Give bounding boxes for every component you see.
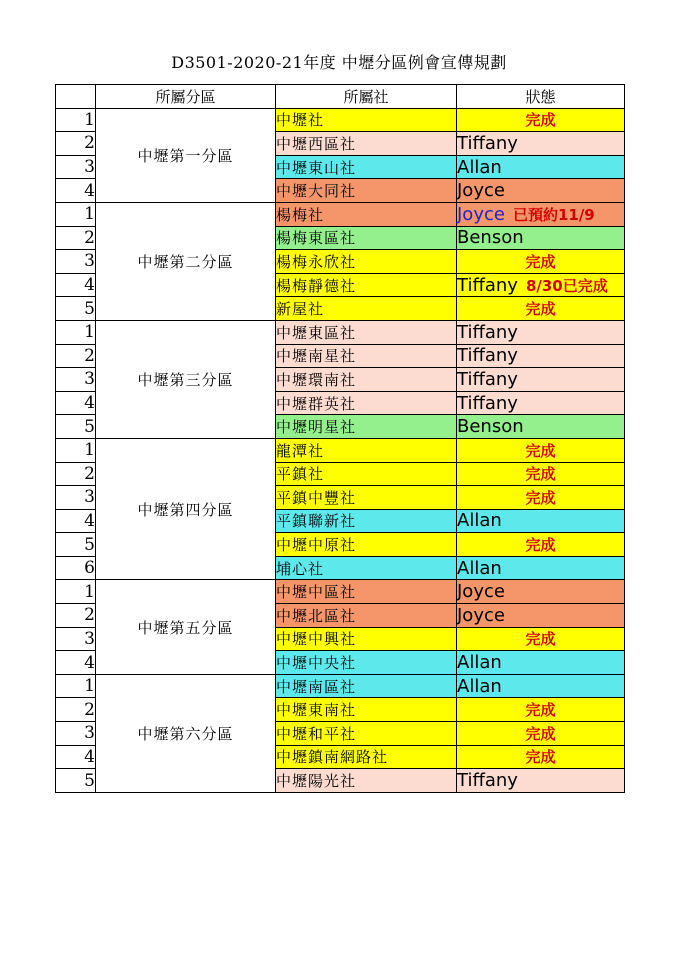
status-assignee: Tiffany <box>457 132 518 154</box>
club-name: 中壢西區社 <box>276 132 457 156</box>
row-number: 1 <box>56 320 96 344</box>
status-assignee: Joyce <box>457 180 505 202</box>
club-name: 中壢環南社 <box>276 368 457 392</box>
row-number: 3 <box>56 627 96 651</box>
table-row <box>56 580 625 604</box>
row-number: 3 <box>56 486 96 510</box>
table-header-row <box>56 85 625 109</box>
club-name: 中壢南星社 <box>276 344 457 368</box>
club-name: 中壢東區社 <box>276 320 457 344</box>
club-name: 平鎮社 <box>276 462 457 486</box>
row-number: 5 <box>56 297 96 321</box>
status-cell <box>457 651 625 675</box>
table-row <box>56 320 625 344</box>
row-number: 5 <box>56 769 96 793</box>
club-name: 楊梅靜德社 <box>276 273 457 297</box>
club-name: 楊梅東區社 <box>276 226 457 250</box>
club-name: 中壢北區社 <box>276 604 457 628</box>
header-club: 所屬社 <box>276 85 457 109</box>
club-name: 楊梅社 <box>276 202 457 226</box>
club-name: 中壢鎮南網路社 <box>276 745 457 769</box>
status-assignee: Tiffany <box>457 368 518 390</box>
row-number: 2 <box>56 132 96 156</box>
status-complete: 完成 <box>457 533 625 557</box>
table-row <box>56 438 625 462</box>
row-number: 3 <box>56 250 96 274</box>
status-cell <box>457 509 625 533</box>
status-assignee: Allan <box>457 156 502 178</box>
club-name: 中壢南區社 <box>276 674 457 698</box>
status-cell <box>457 391 625 415</box>
row-number: 3 <box>56 722 96 746</box>
status-assignee: Tiffany <box>457 770 518 792</box>
club-name: 中壢中區社 <box>276 580 457 604</box>
club-name: 中壢中央社 <box>276 651 457 675</box>
status-cell <box>457 344 625 368</box>
status-cell <box>457 674 625 698</box>
status-cell <box>457 415 625 439</box>
status-complete: 完成 <box>457 627 625 651</box>
club-name: 中壢和平社 <box>276 722 457 746</box>
club-name: 中壢明星社 <box>276 415 457 439</box>
status-complete: 完成 <box>457 722 625 746</box>
row-number: 4 <box>56 745 96 769</box>
status-cell <box>457 769 625 793</box>
row-number: 1 <box>56 202 96 226</box>
status-complete: 完成 <box>457 250 625 274</box>
status-cell <box>457 556 625 580</box>
status-cell <box>457 273 625 297</box>
row-number: 5 <box>56 533 96 557</box>
status-cell <box>457 155 625 179</box>
row-number: 2 <box>56 344 96 368</box>
promotion-plan-table <box>55 84 625 793</box>
club-name: 中壢東山社 <box>276 155 457 179</box>
division-name: 中壢第五分區 <box>96 580 276 674</box>
division-name: 中壢第一分區 <box>96 108 276 202</box>
status-assignee: Benson <box>457 416 524 438</box>
header-status: 狀態 <box>457 85 625 109</box>
status-complete: 完成 <box>457 698 625 722</box>
club-name: 龍潭社 <box>276 438 457 462</box>
status-complete: 完成 <box>457 108 625 132</box>
row-number: 1 <box>56 438 96 462</box>
status-assignee: Benson <box>457 227 524 249</box>
status-note: 已預約11/9 <box>512 205 595 224</box>
header-division: 所屬分區 <box>96 85 276 109</box>
row-number: 2 <box>56 698 96 722</box>
division-name: 中壢第六分區 <box>96 674 276 792</box>
status-cell <box>457 580 625 604</box>
division-name: 中壢第四分區 <box>96 438 276 580</box>
status-complete: 完成 <box>457 297 625 321</box>
status-cell <box>457 179 625 203</box>
table-row <box>56 202 625 226</box>
row-number: 6 <box>56 556 96 580</box>
header-number <box>56 85 96 109</box>
row-number: 1 <box>56 674 96 698</box>
status-complete: 完成 <box>457 486 625 510</box>
club-name: 埔心社 <box>276 556 457 580</box>
club-name: 中壢陽光社 <box>276 769 457 793</box>
status-complete: 完成 <box>457 438 625 462</box>
status-cell <box>457 132 625 156</box>
status-cell <box>457 202 625 226</box>
status-assignee: Allan <box>457 510 502 532</box>
row-number: 4 <box>56 273 96 297</box>
division-name: 中壢第二分區 <box>96 202 276 320</box>
club-name: 中壢中興社 <box>276 627 457 651</box>
row-number: 1 <box>56 108 96 132</box>
row-number: 4 <box>56 179 96 203</box>
row-number: 4 <box>56 509 96 533</box>
club-name: 中壢東南社 <box>276 698 457 722</box>
club-name: 中壢中原社 <box>276 533 457 557</box>
table-body <box>56 108 625 792</box>
row-number: 5 <box>56 415 96 439</box>
status-complete: 完成 <box>457 462 625 486</box>
division-name: 中壢第三分區 <box>96 320 276 438</box>
status-assignee: Tiffany <box>457 345 518 367</box>
row-number: 4 <box>56 391 96 415</box>
status-assignee: Joyce <box>457 604 505 626</box>
status-cell <box>457 604 625 628</box>
row-number: 3 <box>56 368 96 392</box>
row-number: 2 <box>56 226 96 250</box>
row-number: 1 <box>56 580 96 604</box>
status-assignee: Allan <box>457 557 502 579</box>
club-name: 平鎮中豐社 <box>276 486 457 510</box>
table-row <box>56 674 625 698</box>
status-assignee: Joyce <box>457 581 505 603</box>
club-name: 中壢大同社 <box>276 179 457 203</box>
status-assignee: Joyce <box>457 203 505 225</box>
club-name: 中壢群英社 <box>276 391 457 415</box>
table-row <box>56 108 625 132</box>
club-name: 楊梅永欣社 <box>276 250 457 274</box>
club-name: 新屋社 <box>276 297 457 321</box>
row-number: 4 <box>56 651 96 675</box>
club-name: 平鎮聯新社 <box>276 509 457 533</box>
row-number: 2 <box>56 604 96 628</box>
status-assignee: Tiffany <box>457 321 518 343</box>
status-cell <box>457 226 625 250</box>
row-number: 2 <box>56 462 96 486</box>
status-assignee: Allan <box>457 675 502 697</box>
status-cell <box>457 368 625 392</box>
status-assignee: Tiffany <box>457 392 518 414</box>
status-note: 8/30已完成 <box>525 276 608 295</box>
page-title: D3501-2020-21年度 中壢分區例會宣傳規劃 <box>171 53 507 72</box>
status-assignee: Allan <box>457 652 502 674</box>
club-name: 中壢社 <box>276 108 457 132</box>
row-number: 3 <box>56 155 96 179</box>
status-cell <box>457 320 625 344</box>
status-complete: 完成 <box>457 745 625 769</box>
status-assignee: Tiffany <box>457 274 518 296</box>
